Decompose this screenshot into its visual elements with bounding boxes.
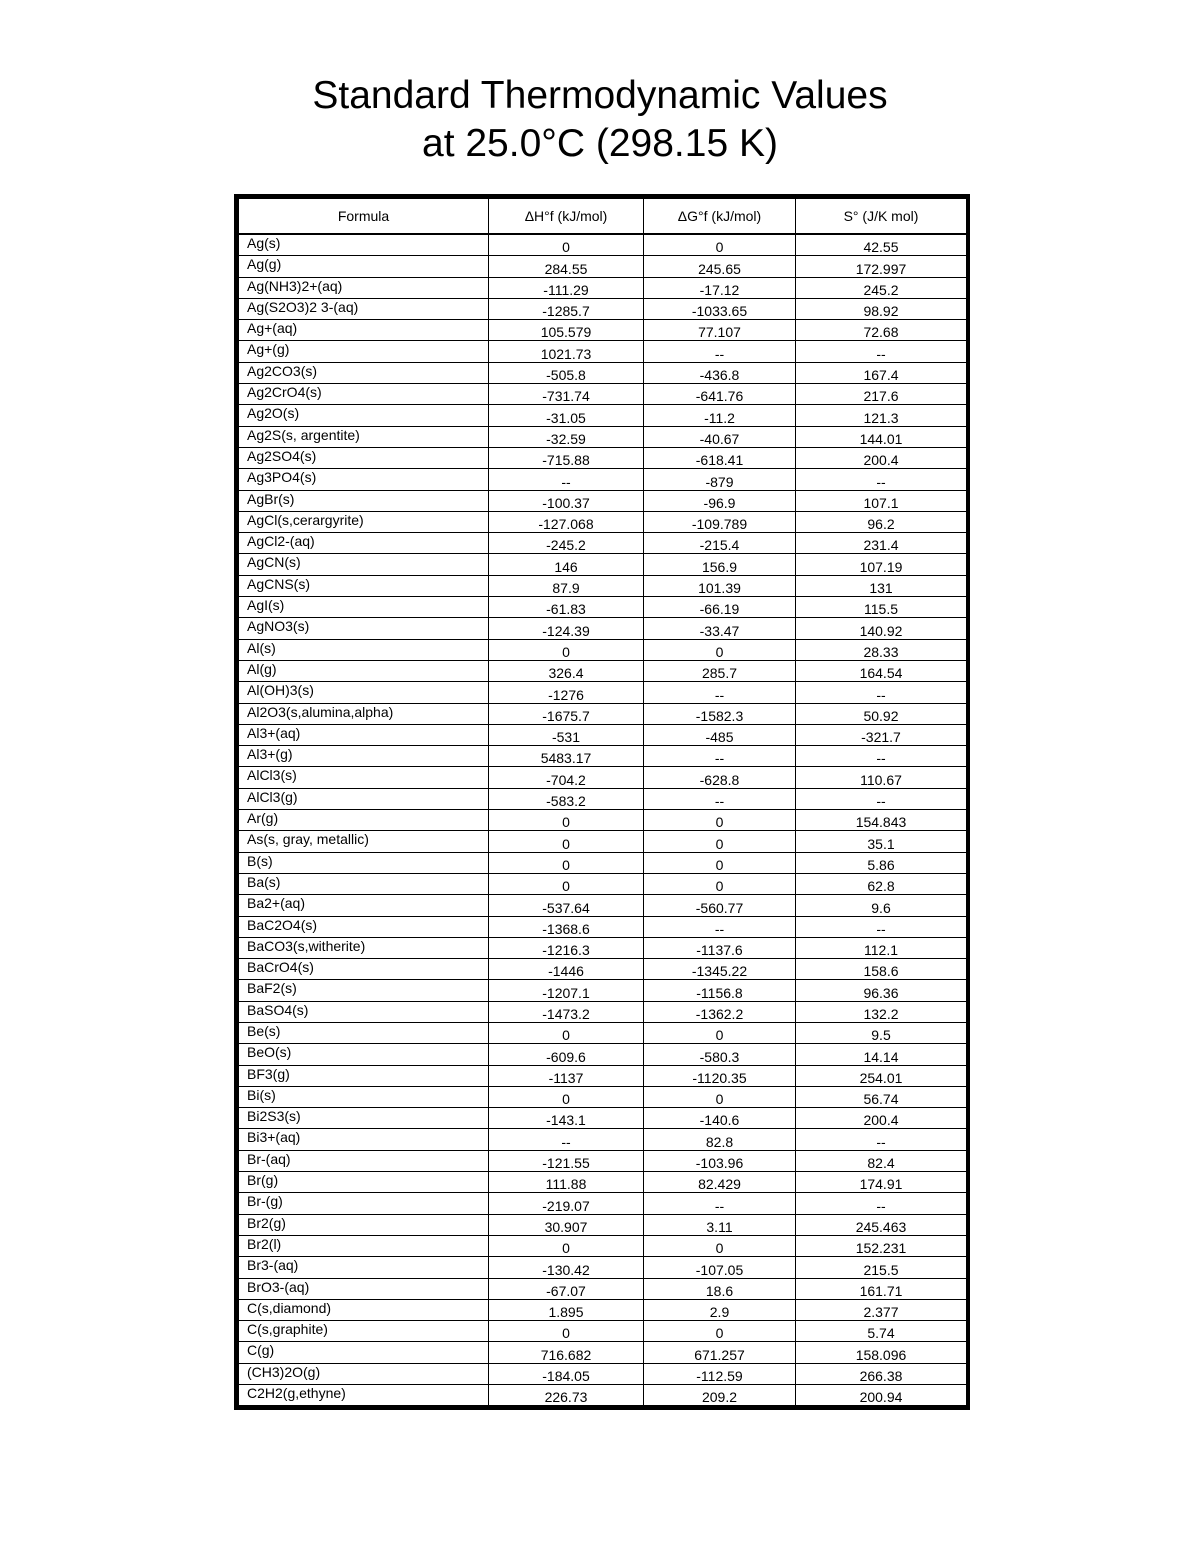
formula-cell: C(s,diamond) [239,1299,489,1320]
enthalpy-cell: -537.64 [489,895,644,916]
formula-cell: Ag(S2O3)2 3-(aq) [239,298,489,319]
table-row [239,405,967,426]
gibbs-cell: -1120.35 [644,1065,796,1086]
formula-cell: Ag(g) [239,256,489,277]
entropy-cell: 172.997 [796,256,967,277]
gibbs-cell: -879 [644,469,796,490]
enthalpy-cell: -111.29 [489,277,644,298]
formula-cell: Al(s) [239,639,489,660]
entropy-cell: 158.6 [796,959,967,980]
entropy-cell: 62.8 [796,873,967,894]
entropy-cell: 28.33 [796,639,967,660]
table-row [239,895,967,916]
gibbs-cell: -- [644,788,796,809]
table-row [239,937,967,958]
entropy-cell: 140.92 [796,618,967,639]
enthalpy-cell: -1216.3 [489,937,644,958]
enthalpy-cell: -731.74 [489,384,644,405]
entropy-cell: 5.86 [796,852,967,873]
enthalpy-cell: 716.682 [489,1342,644,1363]
table-row [239,1214,967,1235]
formula-cell: AgCNS(s) [239,575,489,596]
entropy-cell: 245.2 [796,277,967,298]
gibbs-cell: -112.59 [644,1363,796,1384]
table-row [239,1299,967,1320]
enthalpy-cell: 146 [489,554,644,575]
gibbs-cell: -- [644,1193,796,1214]
entropy-cell: -- [796,341,967,362]
formula-cell: AgCl2-(aq) [239,533,489,554]
table-row [239,490,967,511]
enthalpy-cell: -184.05 [489,1363,644,1384]
gibbs-cell: 285.7 [644,660,796,681]
entropy-cell: 112.1 [796,937,967,958]
title-line-1: Standard Thermodynamic Values [312,74,888,117]
formula-cell: Al2O3(s,alumina,alpha) [239,703,489,724]
formula-cell: Ag2SO4(s) [239,447,489,468]
enthalpy-cell: -219.07 [489,1193,644,1214]
entropy-cell: 200.94 [796,1385,967,1406]
gibbs-cell: 0 [644,1022,796,1043]
enthalpy-cell: -130.42 [489,1257,644,1278]
table-row [239,298,967,319]
enthalpy-cell: 0 [489,852,644,873]
table-row [239,639,967,660]
formula-cell: C(s,graphite) [239,1321,489,1342]
enthalpy-cell: -1675.7 [489,703,644,724]
formula-cell: Br-(aq) [239,1150,489,1171]
formula-cell: AlCl3(g) [239,788,489,809]
entropy-cell: 115.5 [796,597,967,618]
entropy-cell: -- [796,1129,967,1150]
table-row [239,916,967,937]
enthalpy-cell: -505.8 [489,362,644,383]
table-row [239,1193,967,1214]
entropy-cell: 266.38 [796,1363,967,1384]
enthalpy-cell: 0 [489,873,644,894]
gibbs-cell: -1362.2 [644,1001,796,1022]
enthalpy-cell: 0 [489,831,644,852]
header-entropy: S° (J/K mol) [796,199,967,235]
gibbs-cell: -40.67 [644,426,796,447]
gibbs-cell: 0 [644,852,796,873]
entropy-cell: -- [796,1193,967,1214]
enthalpy-cell: -67.07 [489,1278,644,1299]
entropy-cell: 161.71 [796,1278,967,1299]
enthalpy-cell: 30.907 [489,1214,644,1235]
gibbs-cell: -485 [644,724,796,745]
formula-cell: Ba2+(aq) [239,895,489,916]
entropy-cell: 121.3 [796,405,967,426]
header-gibbs: ΔG°f (kJ/mol) [644,199,796,235]
formula-cell: Ba(s) [239,873,489,894]
table-row [239,277,967,298]
enthalpy-cell: -31.05 [489,405,644,426]
entropy-cell: 42.55 [796,234,967,256]
gibbs-cell: -- [644,916,796,937]
formula-cell: Ag+(g) [239,341,489,362]
table-row [239,959,967,980]
gibbs-cell: 0 [644,873,796,894]
entropy-cell: -321.7 [796,724,967,745]
enthalpy-cell: 1.895 [489,1299,644,1320]
enthalpy-cell: -715.88 [489,447,644,468]
formula-cell: BaCO3(s,witherite) [239,937,489,958]
table-row [239,746,967,767]
table-row [239,234,967,256]
table-row [239,1172,967,1193]
entropy-cell: 200.4 [796,447,967,468]
formula-cell: Ag2CO3(s) [239,362,489,383]
formula-cell: C(g) [239,1342,489,1363]
table-row [239,362,967,383]
gibbs-cell: -33.47 [644,618,796,639]
table-row [239,320,967,341]
entropy-cell: 107.1 [796,490,967,511]
enthalpy-cell: 0 [489,639,644,660]
formula-cell: BaF2(s) [239,980,489,1001]
formula-cell: Br-(g) [239,1193,489,1214]
enthalpy-cell: -1446 [489,959,644,980]
gibbs-cell: -215.4 [644,533,796,554]
enthalpy-cell: 0 [489,1022,644,1043]
formula-cell: Ar(g) [239,810,489,831]
gibbs-cell: -580.3 [644,1044,796,1065]
entropy-cell: 154.843 [796,810,967,831]
enthalpy-cell: 105.579 [489,320,644,341]
formula-cell: BaCrO4(s) [239,959,489,980]
formula-cell: AgI(s) [239,597,489,618]
gibbs-cell: 2.9 [644,1299,796,1320]
gibbs-cell: -17.12 [644,277,796,298]
entropy-cell: -- [796,682,967,703]
enthalpy-cell: -245.2 [489,533,644,554]
table-body [239,234,967,1406]
entropy-cell: 2.377 [796,1299,967,1320]
gibbs-cell: -- [644,682,796,703]
entropy-cell: 152.231 [796,1235,967,1256]
enthalpy-cell: 1021.73 [489,341,644,362]
formula-cell: BrO3-(aq) [239,1278,489,1299]
formula-cell: Ag(NH3)2+(aq) [239,277,489,298]
formula-cell: (CH3)2O(g) [239,1363,489,1384]
formula-cell: As(s, gray, metallic) [239,831,489,852]
formula-cell: Ag2O(s) [239,405,489,426]
entropy-cell: 174.91 [796,1172,967,1193]
table-row [239,1065,967,1086]
gibbs-cell: 671.257 [644,1342,796,1363]
formula-cell: Al(g) [239,660,489,681]
gibbs-cell: 0 [644,639,796,660]
thermo-table [238,198,967,1406]
gibbs-cell: -1345.22 [644,959,796,980]
table-row [239,426,967,447]
table-row [239,618,967,639]
formula-cell: BaC2O4(s) [239,916,489,937]
enthalpy-cell: 226.73 [489,1385,644,1406]
entropy-cell: -- [796,916,967,937]
formula-cell: Ag+(aq) [239,320,489,341]
enthalpy-cell: -61.83 [489,597,644,618]
formula-cell: Be(s) [239,1022,489,1043]
entropy-cell: 231.4 [796,533,967,554]
table-row [239,533,967,554]
formula-cell: BeO(s) [239,1044,489,1065]
table-row [239,1342,967,1363]
table-row [239,682,967,703]
gibbs-cell: 0 [644,1086,796,1107]
enthalpy-cell: 0 [489,1086,644,1107]
gibbs-cell: 82.8 [644,1129,796,1150]
gibbs-cell: -- [644,746,796,767]
enthalpy-cell: 111.88 [489,1172,644,1193]
gibbs-cell: -618.41 [644,447,796,468]
table-row [239,469,967,490]
enthalpy-cell: -- [489,469,644,490]
gibbs-cell: -1156.8 [644,980,796,1001]
table-row [239,1150,967,1171]
formula-cell: Br2(l) [239,1235,489,1256]
entropy-cell: 200.4 [796,1108,967,1129]
entropy-cell: 131 [796,575,967,596]
gibbs-cell: -107.05 [644,1257,796,1278]
table-row [239,256,967,277]
table-row [239,788,967,809]
table-row [239,597,967,618]
table-row [239,852,967,873]
gibbs-cell: -628.8 [644,767,796,788]
enthalpy-cell: 87.9 [489,575,644,596]
formula-cell: AgCN(s) [239,554,489,575]
enthalpy-cell: -124.39 [489,618,644,639]
entropy-cell: 164.54 [796,660,967,681]
table-row [239,980,967,1001]
formula-cell: BF3(g) [239,1065,489,1086]
table-row [239,873,967,894]
entropy-cell: 215.5 [796,1257,967,1278]
enthalpy-cell: 0 [489,810,644,831]
enthalpy-cell: 5483.17 [489,746,644,767]
formula-cell: AgCl(s,cerargyrite) [239,511,489,532]
table-row [239,1001,967,1022]
enthalpy-cell: -1473.2 [489,1001,644,1022]
formula-cell: Bi(s) [239,1086,489,1107]
formula-cell: Bi3+(aq) [239,1129,489,1150]
formula-cell: AgBr(s) [239,490,489,511]
entropy-cell: 9.6 [796,895,967,916]
enthalpy-cell: -143.1 [489,1108,644,1129]
enthalpy-cell: -1285.7 [489,298,644,319]
formula-cell: Ag2S(s, argentite) [239,426,489,447]
formula-cell: AgNO3(s) [239,618,489,639]
table-row [239,447,967,468]
formula-cell: B(s) [239,852,489,873]
entropy-cell: 35.1 [796,831,967,852]
entropy-cell: 217.6 [796,384,967,405]
entropy-cell: 98.92 [796,298,967,319]
entropy-cell: 96.2 [796,511,967,532]
header-row [239,199,967,235]
table-row [239,1363,967,1384]
gibbs-cell: 0 [644,1321,796,1342]
table-row [239,724,967,745]
table-row [239,341,967,362]
gibbs-cell: 0 [644,831,796,852]
gibbs-cell: -- [644,341,796,362]
gibbs-cell: 77.107 [644,320,796,341]
gibbs-cell: -103.96 [644,1150,796,1171]
enthalpy-cell: -1137 [489,1065,644,1086]
entropy-cell: 56.74 [796,1086,967,1107]
table-row [239,831,967,852]
header-enthalpy: ΔH°f (kJ/mol) [489,199,644,235]
enthalpy-cell: 284.55 [489,256,644,277]
table-row [239,1086,967,1107]
entropy-cell: -- [796,788,967,809]
table-row [239,1257,967,1278]
entropy-cell: 5.74 [796,1321,967,1342]
gibbs-cell: 101.39 [644,575,796,596]
enthalpy-cell: -609.6 [489,1044,644,1065]
gibbs-cell: -436.8 [644,362,796,383]
table-row [239,660,967,681]
enthalpy-cell: -- [489,1129,644,1150]
enthalpy-cell: -127.068 [489,511,644,532]
entropy-cell: 167.4 [796,362,967,383]
enthalpy-cell: 0 [489,1235,644,1256]
entropy-cell: 96.36 [796,980,967,1001]
enthalpy-cell: -1207.1 [489,980,644,1001]
entropy-cell: 14.14 [796,1044,967,1065]
gibbs-cell: -140.6 [644,1108,796,1129]
table-row [239,1044,967,1065]
formula-cell: Al3+(g) [239,746,489,767]
entropy-cell: 245.463 [796,1214,967,1235]
table-row [239,575,967,596]
header-formula: Formula [239,199,489,235]
gibbs-cell: 82.429 [644,1172,796,1193]
table-row [239,1129,967,1150]
formula-cell: Br(g) [239,1172,489,1193]
enthalpy-cell: -32.59 [489,426,644,447]
entropy-cell: -- [796,746,967,767]
enthalpy-cell: 0 [489,1321,644,1342]
gibbs-cell: 156.9 [644,554,796,575]
entropy-cell: 144.01 [796,426,967,447]
entropy-cell: 9.5 [796,1022,967,1043]
gibbs-cell: 209.2 [644,1385,796,1406]
entropy-cell: -- [796,469,967,490]
enthalpy-cell: -121.55 [489,1150,644,1171]
gibbs-cell: 245.65 [644,256,796,277]
gibbs-cell: -11.2 [644,405,796,426]
gibbs-cell: -109.789 [644,511,796,532]
table-row [239,1108,967,1129]
gibbs-cell: 0 [644,810,796,831]
gibbs-cell: -96.9 [644,490,796,511]
table-row [239,1385,967,1406]
enthalpy-cell: -583.2 [489,788,644,809]
entropy-cell: 110.67 [796,767,967,788]
gibbs-cell: -1137.6 [644,937,796,958]
page-title [0,72,1200,168]
entropy-cell: 82.4 [796,1150,967,1171]
table-row [239,554,967,575]
gibbs-cell: 0 [644,234,796,256]
table-row [239,1278,967,1299]
table-row [239,703,967,724]
gibbs-cell: -560.77 [644,895,796,916]
enthalpy-cell: -704.2 [489,767,644,788]
formula-cell: Br3-(aq) [239,1257,489,1278]
gibbs-cell: -641.76 [644,384,796,405]
thermo-table-frame [234,194,970,1410]
entropy-cell: 254.01 [796,1065,967,1086]
formula-cell: Ag3PO4(s) [239,469,489,490]
formula-cell: AlCl3(s) [239,767,489,788]
enthalpy-cell: 0 [489,234,644,256]
enthalpy-cell: -100.37 [489,490,644,511]
formula-cell: Bi2S3(s) [239,1108,489,1129]
gibbs-cell: -1582.3 [644,703,796,724]
formula-cell: BaSO4(s) [239,1001,489,1022]
entropy-cell: 50.92 [796,703,967,724]
entropy-cell: 132.2 [796,1001,967,1022]
entropy-cell: 107.19 [796,554,967,575]
formula-cell: Br2(g) [239,1214,489,1235]
table-row [239,511,967,532]
gibbs-cell: -66.19 [644,597,796,618]
gibbs-cell: -1033.65 [644,298,796,319]
formula-cell: Al(OH)3(s) [239,682,489,703]
entropy-cell: 72.68 [796,320,967,341]
table-row [239,384,967,405]
formula-cell: Ag(s) [239,234,489,256]
entropy-cell: 158.096 [796,1342,967,1363]
enthalpy-cell: -1368.6 [489,916,644,937]
gibbs-cell: 0 [644,1235,796,1256]
gibbs-cell: 3.11 [644,1214,796,1235]
formula-cell: Al3+(aq) [239,724,489,745]
table-row [239,1022,967,1043]
formula-cell: C2H2(g,ethyne) [239,1385,489,1406]
title-line-2: at 25.0°C (298.15 K) [422,122,778,165]
enthalpy-cell: -1276 [489,682,644,703]
enthalpy-cell: -531 [489,724,644,745]
table-row [239,810,967,831]
formula-cell: Ag2CrO4(s) [239,384,489,405]
table-row [239,1235,967,1256]
enthalpy-cell: 326.4 [489,660,644,681]
gibbs-cell: 18.6 [644,1278,796,1299]
table-row [239,1321,967,1342]
table-row [239,767,967,788]
